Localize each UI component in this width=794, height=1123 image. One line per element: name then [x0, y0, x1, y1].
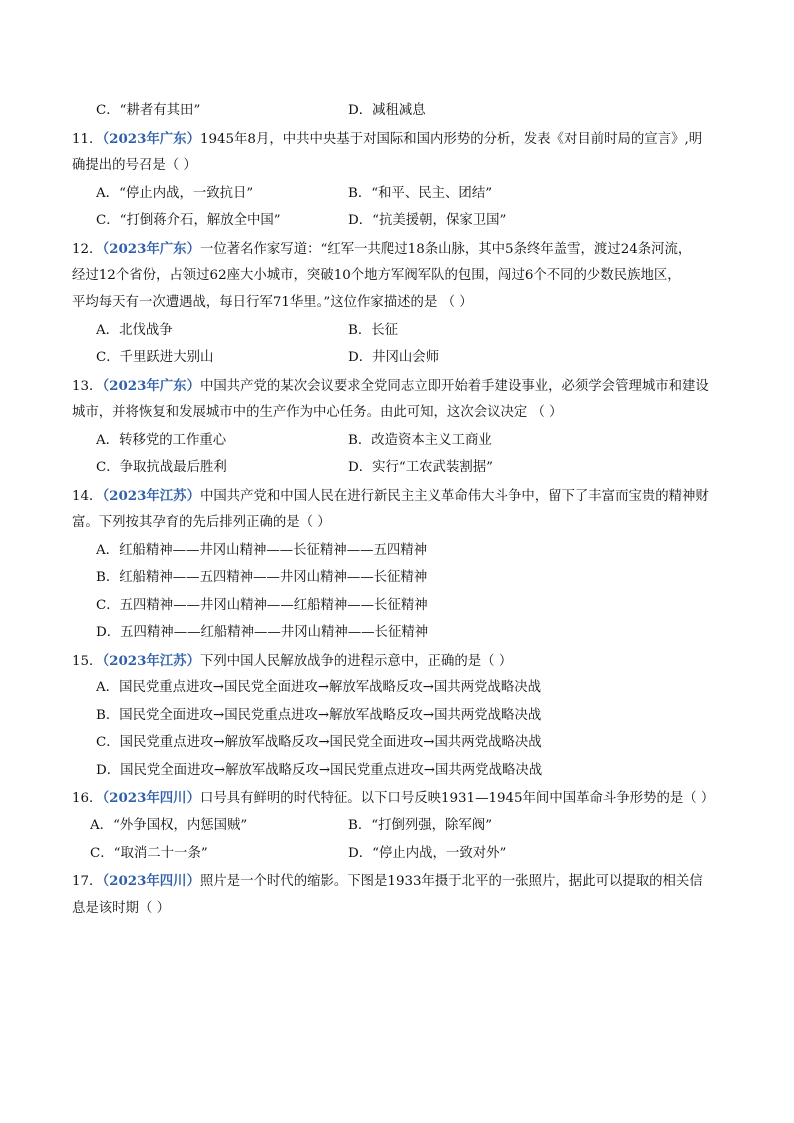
q11-stem-line1: 11．（2023年广东）1945年8月，中共中央基于对国际和国内形势的分析，发表《对目前时局的宣言》,明	[72, 131, 703, 147]
q12-option-a: A．北伐战争	[96, 323, 173, 338]
q15-number: 15．	[72, 654, 103, 669]
q12-option-d: D．井冈山会师	[348, 350, 440, 365]
q12-stem-line3: 平均每天有一次遭遇战，每日行军71华里。”这位作家描述的是 （ ）	[72, 295, 473, 310]
q11-option-b: B．“和平、民主、团结”	[348, 186, 493, 201]
q14-option-a: A．红船精神——井冈山精神——长征精神——五四精神	[96, 543, 428, 558]
q12-option-c: C．千里跃进大别山	[96, 350, 214, 365]
q12-number: 12．	[72, 242, 103, 257]
q13-stem-line1: 13．（2023年广东）中国共产党的某次会议要求全党同志立即开始着手建设事业，必须学会管理城市和建设	[72, 378, 709, 394]
q13-option-b: B．改造资本主义工商业	[348, 433, 492, 448]
q13-number: 13．	[72, 379, 103, 394]
q13-option-c: C．争取抗战最后胜利	[96, 460, 227, 475]
q13-stem-line2: 城市，并将恢复和发展城市中的生产作为中心任务。由此可知，这次会议决定 （ ）	[72, 405, 563, 420]
q10-option-d: D．减租减息	[348, 103, 426, 118]
q12-stem-line1: 12．（2023年广东）一位著名作家写道：“红军一共爬过18条山脉，其中5条终年盖雪，渡过24条河流，	[72, 241, 692, 257]
q16-option-c: C．“取消二十一条”	[90, 846, 208, 861]
q13-option-d: D．实行“工农武装割据”	[348, 460, 493, 475]
q14-number: 14．	[72, 489, 103, 504]
q16-source-tag: （2023年四川）	[102, 790, 200, 806]
q15-option-a: A．国民党重点进攻→国民党全面进攻→解放军战略反攻→国共两党战略决战	[96, 680, 542, 695]
q12-source-tag: （2023年广东）	[102, 241, 200, 257]
q16-option-a: A．“外争国权，内惩国贼”	[90, 818, 248, 833]
q14-option-d: D．五四精神——红船精神——井冈山精神——长征精神	[96, 625, 429, 640]
q11-number: 11．	[72, 132, 103, 147]
q15-source-tag: （2023年江苏）	[102, 653, 200, 669]
q16-stem-line1: 16．（2023年四川）口号具有鲜明的时代特征。以下口号反映1931—1945年间中国革命斗争形势的是（ ）	[72, 790, 715, 806]
q11-source-tag: （2023年广东）	[102, 131, 200, 147]
q17-stem-line2: 息是该时期（ ）	[72, 901, 170, 916]
q12-stem-line2: 经过12个省份，占领过62座大小城市，突破10个地方军阀军队的包围，闯过6个不同的少数民族地区，	[72, 268, 681, 283]
q16-option-b: B．“打倒列强，除军阀”	[348, 818, 493, 833]
q10-option-c: C．“耕者有其田”	[96, 103, 201, 118]
q11-option-c: C．“打倒蒋介石，解放全中国”	[96, 213, 281, 228]
q14-option-c: C．五四精神——井冈山精神——红船精神——长征精神	[96, 598, 428, 613]
q11-option-d: D．“抗美援朝，保家卫国”	[348, 213, 507, 228]
q15-option-c: C．国民党重点进攻→解放军战略反攻→国民党全面进攻→国共两党战略决战	[96, 735, 542, 750]
q17-number: 17．	[72, 874, 103, 889]
q15-option-d: D．国民党全面进攻→解放军战略反攻→国民党重点进攻→国共两党战略决战	[96, 763, 543, 778]
q14-source-tag: （2023年江苏）	[102, 488, 200, 504]
q15-option-b: B．国民党全面进攻→国民党重点进攻→解放军战略反攻→国共两党战略决战	[96, 708, 542, 723]
q16-option-d: D．“停止内战，一致对外”	[348, 846, 507, 861]
q14-stem-line1: 14．（2023年江苏）中国共产党和中国人民在进行新民主主义革命伟大斗争中，留下了丰富而宝贵的精神财	[72, 488, 709, 504]
q13-option-a: A．转移党的工作重心	[96, 433, 227, 448]
q17-stem-line1: 17．（2023年四川）照片是一个时代的缩影。下图是1933年摄于北平的一张照片，据此可以提取的相关信	[72, 873, 703, 889]
q17-source-tag: （2023年四川）	[102, 873, 200, 889]
q11-option-a: A．“停止内战，一致抗日”	[96, 186, 254, 201]
q14-stem-line2: 富。下列按其孕育的先后排列正确的是（ ）	[72, 515, 331, 530]
q15-stem-line1: 15．（2023年江苏）下列中国人民解放战争的进程示意中，正确的是（ ）	[72, 653, 513, 669]
q14-option-b: B．红船精神——五四精神——井冈山精神——长征精神	[96, 570, 428, 585]
q12-option-b: B．长征	[348, 323, 399, 338]
q16-number: 16．	[72, 791, 103, 806]
q13-source-tag: （2023年广东）	[102, 378, 200, 394]
q11-stem-line2: 确提出的号召是（ ）	[72, 158, 197, 173]
